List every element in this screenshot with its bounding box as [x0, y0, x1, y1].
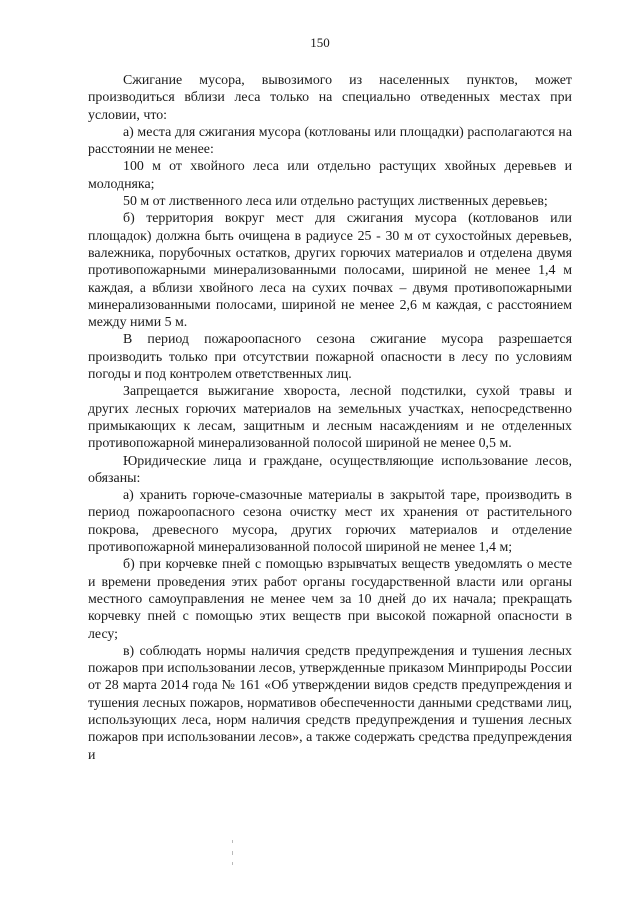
scan-mark — [232, 840, 233, 843]
paragraph-fire-season: В период пожароопасного сезона сжигание мусора разрешается производить только при отсутствии пожарной опасности в лесу по условиям погоды и под контролем ответственных лиц. — [88, 332, 572, 383]
scan-mark — [232, 862, 233, 865]
paragraph-distance-deciduous: 50 м от лиственного леса или отдельно растущих лиственных деревьев; — [123, 194, 548, 210]
document-body — [88, 72, 572, 764]
paragraph-prohibition: Запрещается выжигание хвороста, лесной подстилки, сухой травы и других лесных горючих материалов на земельных участках, непосредственно примыкающих к лесам, защитным и лесным насаждениям и не отделенных противопожарной минерализованной полосой шириной не менее 0,5 м. — [88, 384, 572, 452]
paragraph-obligation-b: б) при корчевке пней с помощью взрывчатых веществ уведомлять о месте и времени проведения этих работ органы государственной власти или органы местного самоуправления не менее чем за 10 дней до их начала; прекращать корчевку пней с помощью этих веществ при высокой пожарной опасности в лесу; — [88, 557, 572, 642]
paragraph-obligations: Юридические лица и граждане, осуществляющие использование лесов, обязаны: — [88, 453, 572, 486]
page-number: 150 — [310, 35, 330, 50]
paragraph-intro: Сжигание мусора, вывозимого из населенных пунктов, может производиться вблизи леса только на специально отведенных местах при условии, что: — [88, 73, 572, 123]
paragraph-distance-conifer: 100 м от хвойного леса или отдельно растущих хвойных деревьев и молодняка; — [88, 159, 572, 192]
scan-mark — [232, 851, 233, 855]
paragraph-obligation-c: в) соблюдать нормы наличия средств предупреждения и тушения лесных пожаров при использовании лесов, утвержденные приказом Минприроды России от 28 марта 2014 года № 161 «Об утверждении видов средств предупреждения и тушения лесных пожаров, нормативов обеспеченности данными средствами лиц, использующих леса, норм наличия средств предупреждения и тушения лесных пожаров при использовании лесов», а также содержать средства предупреждения и — [88, 643, 572, 763]
paragraph-item-a: а) места для сжигания мусора (котлованы или площадки) располагаются на расстоянии не менее: — [88, 124, 572, 158]
paragraph-obligation-a: а) хранить горюче-смазочные материалы в закрытой таре, производить в период пожароопасного сезона очистку мест их хранения от растительного покрова, древесного мусора, других горючих материалов и отделение противопожарной минерализованной полосой шириной не менее 1,4 м; — [88, 488, 572, 556]
paragraph-item-b: б) территория вокруг мест для сжигания мусора (котлованов или площадок) должна быть очищена в радиусе 25 - 30 м от сухостойных деревьев, валежника, порубочных остатков, других горючих материалов и отделена двумя противопожарными минерализованными полосами, шириной не менее 1,4 м каждая, а вблизи хвойного леса на сухих почвах – двумя противопожарными минерализованными полосами, шириной не менее 2,6 м каждая, с расстоянием между ними 5 м. — [88, 211, 572, 331]
